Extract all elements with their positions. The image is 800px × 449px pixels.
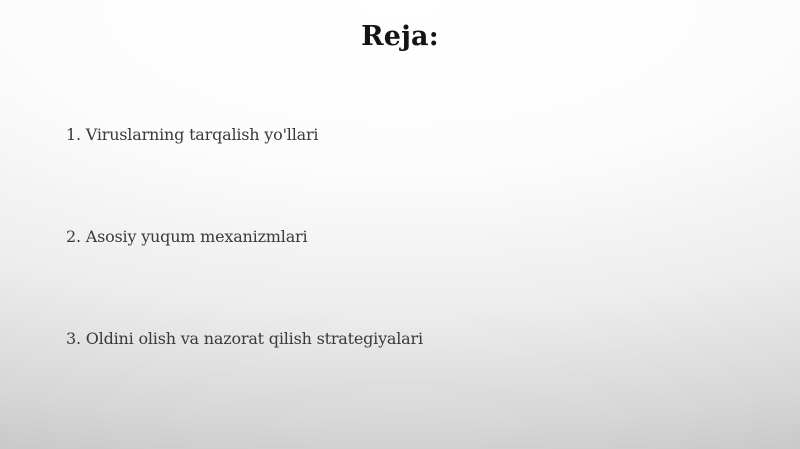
list-item: 3. Oldini olish va nazorat qilish strategiyalari xyxy=(66,329,423,348)
list-item: 2. Asosiy yuqum mexanizmlari xyxy=(66,227,308,246)
slide-title: Reja: xyxy=(361,21,439,52)
list-item: 1. Viruslarning tarqalish yo'llari xyxy=(66,125,319,144)
